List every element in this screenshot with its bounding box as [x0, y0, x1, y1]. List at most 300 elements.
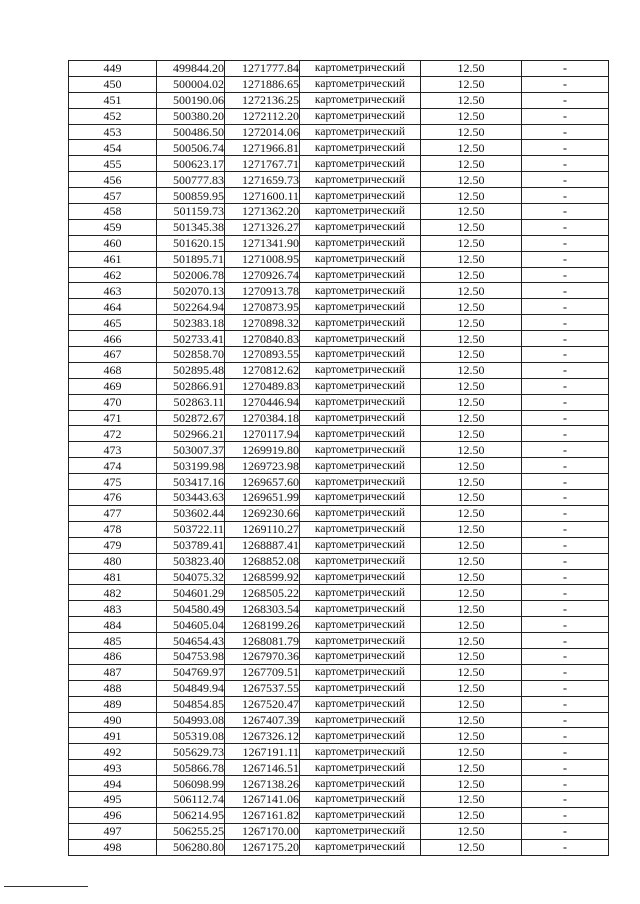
point-number-cell: 455	[69, 156, 157, 172]
y-coordinate-cell: 1271659.73	[225, 172, 300, 188]
y-coordinate-cell: 1268199.26	[225, 617, 300, 633]
point-number-cell: 451	[69, 92, 157, 108]
method-cell: картометрический	[300, 378, 421, 394]
method-cell: картометрический	[300, 823, 421, 839]
point-number-cell: 457	[69, 188, 157, 204]
table-row	[69, 617, 609, 633]
method-cell: картометрический	[300, 728, 421, 744]
note-cell: -	[522, 537, 609, 553]
point-number-cell: 486	[69, 648, 157, 664]
accuracy-cell: 12.50	[421, 696, 522, 712]
point-number-cell: 461	[69, 251, 157, 267]
y-coordinate-cell: 1267138.26	[225, 776, 300, 792]
method-cell: картометрический	[300, 807, 421, 823]
note-cell: -	[522, 744, 609, 760]
point-number-cell: 474	[69, 458, 157, 474]
note-cell: -	[522, 410, 609, 426]
method-cell: картометрический	[300, 648, 421, 664]
point-number-cell: 453	[69, 124, 157, 140]
y-coordinate-cell: 1270840.83	[225, 331, 300, 347]
accuracy-cell: 12.50	[421, 251, 522, 267]
y-coordinate-cell: 1271777.84	[225, 61, 300, 77]
footnote-separator	[4, 886, 88, 887]
x-coordinate-cell: 502070.13	[157, 283, 225, 299]
y-coordinate-cell: 1267175.20	[225, 839, 300, 855]
y-coordinate-cell: 1267141.06	[225, 791, 300, 807]
coordinates-table	[68, 60, 609, 856]
x-coordinate-cell: 503789.41	[157, 537, 225, 553]
y-coordinate-cell: 1267326.12	[225, 728, 300, 744]
method-cell: картометрический	[300, 633, 421, 649]
x-coordinate-cell: 501895.71	[157, 251, 225, 267]
x-coordinate-cell: 505866.78	[157, 760, 225, 776]
point-number-cell: 497	[69, 823, 157, 839]
x-coordinate-cell: 500190.06	[157, 92, 225, 108]
x-coordinate-cell: 504601.29	[157, 585, 225, 601]
table-row	[69, 776, 609, 792]
x-coordinate-cell: 501159.73	[157, 204, 225, 220]
accuracy-cell: 12.50	[421, 362, 522, 378]
accuracy-cell: 12.50	[421, 410, 522, 426]
point-number-cell: 463	[69, 283, 157, 299]
note-cell: -	[522, 458, 609, 474]
note-cell: -	[522, 601, 609, 617]
table-row	[69, 76, 609, 92]
x-coordinate-cell: 506112.74	[157, 791, 225, 807]
coordinates-table-body	[69, 61, 609, 856]
note-cell: -	[522, 299, 609, 315]
table-row	[69, 680, 609, 696]
point-number-cell: 468	[69, 362, 157, 378]
table-row	[69, 490, 609, 506]
table-row	[69, 458, 609, 474]
accuracy-cell: 12.50	[421, 569, 522, 585]
accuracy-cell: 12.50	[421, 219, 522, 235]
point-number-cell: 471	[69, 410, 157, 426]
x-coordinate-cell: 500004.02	[157, 76, 225, 92]
y-coordinate-cell: 1272136.25	[225, 92, 300, 108]
method-cell: картометрический	[300, 490, 421, 506]
accuracy-cell: 12.50	[421, 680, 522, 696]
x-coordinate-cell: 502006.78	[157, 267, 225, 283]
note-cell: -	[522, 490, 609, 506]
note-cell: -	[522, 347, 609, 363]
point-number-cell: 467	[69, 347, 157, 363]
point-number-cell: 466	[69, 331, 157, 347]
method-cell: картометрический	[300, 791, 421, 807]
method-cell: картометрический	[300, 426, 421, 442]
y-coordinate-cell: 1270898.32	[225, 315, 300, 331]
y-coordinate-cell: 1269723.98	[225, 458, 300, 474]
method-cell: картометрический	[300, 219, 421, 235]
accuracy-cell: 12.50	[421, 394, 522, 410]
accuracy-cell: 12.50	[421, 553, 522, 569]
point-number-cell: 464	[69, 299, 157, 315]
accuracy-cell: 12.50	[421, 728, 522, 744]
note-cell: -	[522, 172, 609, 188]
note-cell: -	[522, 760, 609, 776]
point-number-cell: 490	[69, 712, 157, 728]
note-cell: -	[522, 108, 609, 124]
x-coordinate-cell: 505629.73	[157, 744, 225, 760]
x-coordinate-cell: 504753.98	[157, 648, 225, 664]
y-coordinate-cell: 1272112.20	[225, 108, 300, 124]
x-coordinate-cell: 504769.97	[157, 664, 225, 680]
point-number-cell: 480	[69, 553, 157, 569]
table-row	[69, 474, 609, 490]
point-number-cell: 481	[69, 569, 157, 585]
y-coordinate-cell: 1271966.81	[225, 140, 300, 156]
table-row	[69, 188, 609, 204]
x-coordinate-cell: 503722.11	[157, 521, 225, 537]
x-coordinate-cell: 504075.32	[157, 569, 225, 585]
accuracy-cell: 12.50	[421, 585, 522, 601]
y-coordinate-cell: 1267161.82	[225, 807, 300, 823]
note-cell: -	[522, 664, 609, 680]
table-row	[69, 712, 609, 728]
y-coordinate-cell: 1270873.95	[225, 299, 300, 315]
table-row	[69, 92, 609, 108]
note-cell: -	[522, 283, 609, 299]
point-number-cell: 498	[69, 839, 157, 855]
table-row	[69, 442, 609, 458]
accuracy-cell: 12.50	[421, 537, 522, 553]
x-coordinate-cell: 503199.98	[157, 458, 225, 474]
point-number-cell: 472	[69, 426, 157, 442]
note-cell: -	[522, 585, 609, 601]
y-coordinate-cell: 1270926.74	[225, 267, 300, 283]
accuracy-cell: 12.50	[421, 505, 522, 521]
accuracy-cell: 12.50	[421, 315, 522, 331]
note-cell: -	[522, 553, 609, 569]
x-coordinate-cell: 504993.08	[157, 712, 225, 728]
accuracy-cell: 12.50	[421, 156, 522, 172]
method-cell: картометрический	[300, 156, 421, 172]
method-cell: картометрический	[300, 108, 421, 124]
y-coordinate-cell: 1269657.60	[225, 474, 300, 490]
accuracy-cell: 12.50	[421, 61, 522, 77]
point-number-cell: 484	[69, 617, 157, 633]
accuracy-cell: 12.50	[421, 823, 522, 839]
method-cell: картометрический	[300, 569, 421, 585]
x-coordinate-cell: 503417.16	[157, 474, 225, 490]
x-coordinate-cell: 499844.20	[157, 61, 225, 77]
x-coordinate-cell: 500859.95	[157, 188, 225, 204]
x-coordinate-cell: 506214.95	[157, 807, 225, 823]
table-row	[69, 521, 609, 537]
table-row	[69, 839, 609, 855]
note-cell: -	[522, 839, 609, 855]
x-coordinate-cell: 504580.49	[157, 601, 225, 617]
accuracy-cell: 12.50	[421, 331, 522, 347]
point-number-cell: 487	[69, 664, 157, 680]
table-row	[69, 156, 609, 172]
x-coordinate-cell: 506255.25	[157, 823, 225, 839]
x-coordinate-cell: 504849.94	[157, 680, 225, 696]
table-row	[69, 394, 609, 410]
table-row	[69, 140, 609, 156]
point-number-cell: 456	[69, 172, 157, 188]
method-cell: картометрический	[300, 664, 421, 680]
y-coordinate-cell: 1272014.06	[225, 124, 300, 140]
x-coordinate-cell: 500380.20	[157, 108, 225, 124]
x-coordinate-cell: 502966.21	[157, 426, 225, 442]
accuracy-cell: 12.50	[421, 347, 522, 363]
point-number-cell: 477	[69, 505, 157, 521]
note-cell: -	[522, 92, 609, 108]
note-cell: -	[522, 124, 609, 140]
y-coordinate-cell: 1271362.20	[225, 204, 300, 220]
method-cell: картометрический	[300, 315, 421, 331]
point-number-cell: 473	[69, 442, 157, 458]
method-cell: картометрический	[300, 140, 421, 156]
note-cell: -	[522, 204, 609, 220]
method-cell: картометрический	[300, 362, 421, 378]
y-coordinate-cell: 1267170.00	[225, 823, 300, 839]
y-coordinate-cell: 1267537.55	[225, 680, 300, 696]
y-coordinate-cell: 1271326.27	[225, 219, 300, 235]
point-number-cell: 488	[69, 680, 157, 696]
x-coordinate-cell: 500506.74	[157, 140, 225, 156]
table-row	[69, 251, 609, 267]
table-row	[69, 728, 609, 744]
accuracy-cell: 12.50	[421, 235, 522, 251]
method-cell: картометрический	[300, 505, 421, 521]
accuracy-cell: 12.50	[421, 458, 522, 474]
point-number-cell: 460	[69, 235, 157, 251]
table-row	[69, 696, 609, 712]
note-cell: -	[522, 712, 609, 728]
x-coordinate-cell: 500486.50	[157, 124, 225, 140]
x-coordinate-cell: 502264.94	[157, 299, 225, 315]
table-row	[69, 61, 609, 77]
point-number-cell: 492	[69, 744, 157, 760]
method-cell: картометрический	[300, 331, 421, 347]
y-coordinate-cell: 1270384.18	[225, 410, 300, 426]
accuracy-cell: 12.50	[421, 378, 522, 394]
x-coordinate-cell: 502733.41	[157, 331, 225, 347]
accuracy-cell: 12.50	[421, 188, 522, 204]
table-row	[69, 331, 609, 347]
x-coordinate-cell: 503602.44	[157, 505, 225, 521]
table-row	[69, 235, 609, 251]
point-number-cell: 459	[69, 219, 157, 235]
point-number-cell: 482	[69, 585, 157, 601]
y-coordinate-cell: 1267520.47	[225, 696, 300, 712]
y-coordinate-cell: 1269230.66	[225, 505, 300, 521]
accuracy-cell: 12.50	[421, 474, 522, 490]
y-coordinate-cell: 1269651.99	[225, 490, 300, 506]
table-row	[69, 791, 609, 807]
table-row	[69, 505, 609, 521]
accuracy-cell: 12.50	[421, 108, 522, 124]
x-coordinate-cell: 504605.04	[157, 617, 225, 633]
x-coordinate-cell: 502858.70	[157, 347, 225, 363]
table-row	[69, 347, 609, 363]
note-cell: -	[522, 807, 609, 823]
note-cell: -	[522, 394, 609, 410]
y-coordinate-cell: 1270893.55	[225, 347, 300, 363]
accuracy-cell: 12.50	[421, 490, 522, 506]
table-row	[69, 569, 609, 585]
y-coordinate-cell: 1268081.79	[225, 633, 300, 649]
method-cell: картометрический	[300, 251, 421, 267]
y-coordinate-cell: 1267407.39	[225, 712, 300, 728]
method-cell: картометрический	[300, 760, 421, 776]
x-coordinate-cell: 502866.91	[157, 378, 225, 394]
y-coordinate-cell: 1268505.22	[225, 585, 300, 601]
table-row	[69, 172, 609, 188]
x-coordinate-cell: 501345.38	[157, 219, 225, 235]
x-coordinate-cell: 506280.80	[157, 839, 225, 855]
note-cell: -	[522, 823, 609, 839]
point-number-cell: 479	[69, 537, 157, 553]
method-cell: картометрический	[300, 521, 421, 537]
accuracy-cell: 12.50	[421, 664, 522, 680]
accuracy-cell: 12.50	[421, 283, 522, 299]
note-cell: -	[522, 791, 609, 807]
method-cell: картометрический	[300, 410, 421, 426]
table-row	[69, 219, 609, 235]
method-cell: картометрический	[300, 61, 421, 77]
accuracy-cell: 12.50	[421, 617, 522, 633]
method-cell: картометрический	[300, 712, 421, 728]
point-number-cell: 495	[69, 791, 157, 807]
point-number-cell: 462	[69, 267, 157, 283]
x-coordinate-cell: 502863.11	[157, 394, 225, 410]
x-coordinate-cell: 502872.67	[157, 410, 225, 426]
y-coordinate-cell: 1269919.80	[225, 442, 300, 458]
accuracy-cell: 12.50	[421, 521, 522, 537]
method-cell: картометрический	[300, 267, 421, 283]
table-row	[69, 537, 609, 553]
table-row	[69, 807, 609, 823]
table-row	[69, 664, 609, 680]
note-cell: -	[522, 156, 609, 172]
table-row	[69, 553, 609, 569]
x-coordinate-cell: 500777.83	[157, 172, 225, 188]
point-number-cell: 485	[69, 633, 157, 649]
accuracy-cell: 12.50	[421, 76, 522, 92]
note-cell: -	[522, 140, 609, 156]
method-cell: картометрический	[300, 537, 421, 553]
x-coordinate-cell: 502383.18	[157, 315, 225, 331]
note-cell: -	[522, 188, 609, 204]
y-coordinate-cell: 1267146.51	[225, 760, 300, 776]
method-cell: картометрический	[300, 680, 421, 696]
note-cell: -	[522, 633, 609, 649]
method-cell: картометрический	[300, 617, 421, 633]
note-cell: -	[522, 442, 609, 458]
point-number-cell: 489	[69, 696, 157, 712]
table-row	[69, 315, 609, 331]
table-row	[69, 648, 609, 664]
method-cell: картометрический	[300, 299, 421, 315]
y-coordinate-cell: 1271886.65	[225, 76, 300, 92]
table-row	[69, 760, 609, 776]
method-cell: картометрический	[300, 839, 421, 855]
point-number-cell: 478	[69, 521, 157, 537]
table-row	[69, 585, 609, 601]
table-row	[69, 426, 609, 442]
y-coordinate-cell: 1268887.41	[225, 537, 300, 553]
y-coordinate-cell: 1270812.62	[225, 362, 300, 378]
point-number-cell: 452	[69, 108, 157, 124]
method-cell: картометрический	[300, 172, 421, 188]
method-cell: картометрический	[300, 776, 421, 792]
note-cell: -	[522, 521, 609, 537]
accuracy-cell: 12.50	[421, 807, 522, 823]
table-row	[69, 204, 609, 220]
method-cell: картометрический	[300, 76, 421, 92]
table-row	[69, 283, 609, 299]
accuracy-cell: 12.50	[421, 712, 522, 728]
y-coordinate-cell: 1268852.08	[225, 553, 300, 569]
method-cell: картометрический	[300, 347, 421, 363]
x-coordinate-cell: 505319.08	[157, 728, 225, 744]
accuracy-cell: 12.50	[421, 442, 522, 458]
method-cell: картометрический	[300, 92, 421, 108]
accuracy-cell: 12.50	[421, 426, 522, 442]
method-cell: картометрический	[300, 235, 421, 251]
table-row	[69, 299, 609, 315]
point-number-cell: 469	[69, 378, 157, 394]
x-coordinate-cell: 506098.99	[157, 776, 225, 792]
note-cell: -	[522, 696, 609, 712]
note-cell: -	[522, 251, 609, 267]
method-cell: картометрический	[300, 553, 421, 569]
note-cell: -	[522, 776, 609, 792]
point-number-cell: 491	[69, 728, 157, 744]
y-coordinate-cell: 1267970.36	[225, 648, 300, 664]
accuracy-cell: 12.50	[421, 140, 522, 156]
y-coordinate-cell: 1271008.95	[225, 251, 300, 267]
point-number-cell: 470	[69, 394, 157, 410]
point-number-cell: 496	[69, 807, 157, 823]
note-cell: -	[522, 426, 609, 442]
table-row	[69, 108, 609, 124]
note-cell: -	[522, 315, 609, 331]
y-coordinate-cell: 1271341.90	[225, 235, 300, 251]
x-coordinate-cell: 501620.15	[157, 235, 225, 251]
y-coordinate-cell: 1270913.78	[225, 283, 300, 299]
method-cell: картометрический	[300, 474, 421, 490]
method-cell: картометрический	[300, 585, 421, 601]
x-coordinate-cell: 504654.43	[157, 633, 225, 649]
note-cell: -	[522, 378, 609, 394]
accuracy-cell: 12.50	[421, 791, 522, 807]
point-number-cell: 458	[69, 204, 157, 220]
table-row	[69, 124, 609, 140]
table-row	[69, 823, 609, 839]
y-coordinate-cell: 1271600.11	[225, 188, 300, 204]
note-cell: -	[522, 362, 609, 378]
note-cell: -	[522, 728, 609, 744]
accuracy-cell: 12.50	[421, 204, 522, 220]
table-row	[69, 378, 609, 394]
method-cell: картометрический	[300, 744, 421, 760]
x-coordinate-cell: 504854.85	[157, 696, 225, 712]
x-coordinate-cell: 500623.17	[157, 156, 225, 172]
accuracy-cell: 12.50	[421, 839, 522, 855]
accuracy-cell: 12.50	[421, 172, 522, 188]
method-cell: картометрический	[300, 188, 421, 204]
y-coordinate-cell: 1271767.71	[225, 156, 300, 172]
note-cell: -	[522, 235, 609, 251]
table-row	[69, 410, 609, 426]
y-coordinate-cell: 1270117.94	[225, 426, 300, 442]
y-coordinate-cell: 1268599.92	[225, 569, 300, 585]
